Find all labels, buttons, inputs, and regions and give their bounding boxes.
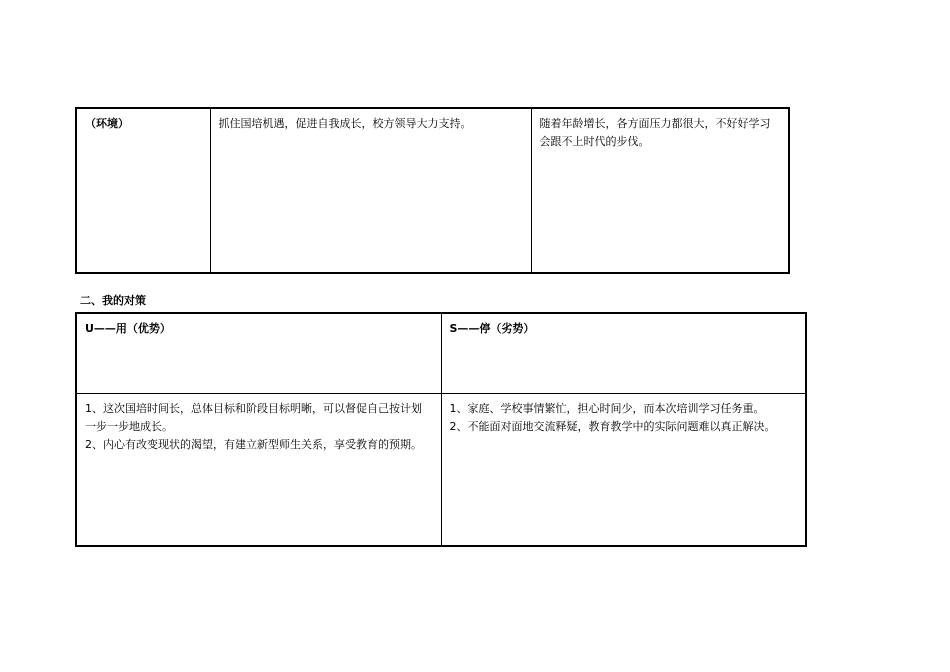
stop-heading: S——停（劣势） (441, 313, 806, 393)
use-items-cell (76, 393, 441, 546)
list-item: 1、家庭、学校事情繁忙，担心时间少，而本次培训学习任务重。 (449, 401, 765, 415)
strategy-table (75, 312, 807, 547)
table-row (76, 313, 806, 393)
environment-label: （环境） (76, 108, 210, 273)
opportunity-cell: 抓住国培机遇，促进自我成长，校方领导大力支持。 (210, 108, 531, 273)
use-heading: U——用（优势） (76, 313, 441, 393)
threat-cell: 随着年龄增长，各方面压力都很大，不好好学习会跟不上时代的步伐。 (531, 108, 789, 273)
list-item: 2、不能面对面地交流释疑，教育教学中的实际问题难以真正解决。 (449, 419, 776, 433)
table-row (76, 393, 806, 546)
table-row (76, 108, 789, 273)
section-title: 二、我的对策 (80, 294, 146, 307)
list-item: 1、这次国培时间长，总体目标和阶段目标明晰，可以督促自己按计划一步一步地成长。 (85, 401, 422, 433)
stop-items-cell (441, 393, 806, 546)
list-item: 2、内心有改变现状的渴望，有建立新型师生关系，享受教育的预期。 (85, 437, 422, 451)
environment-table (75, 107, 790, 274)
